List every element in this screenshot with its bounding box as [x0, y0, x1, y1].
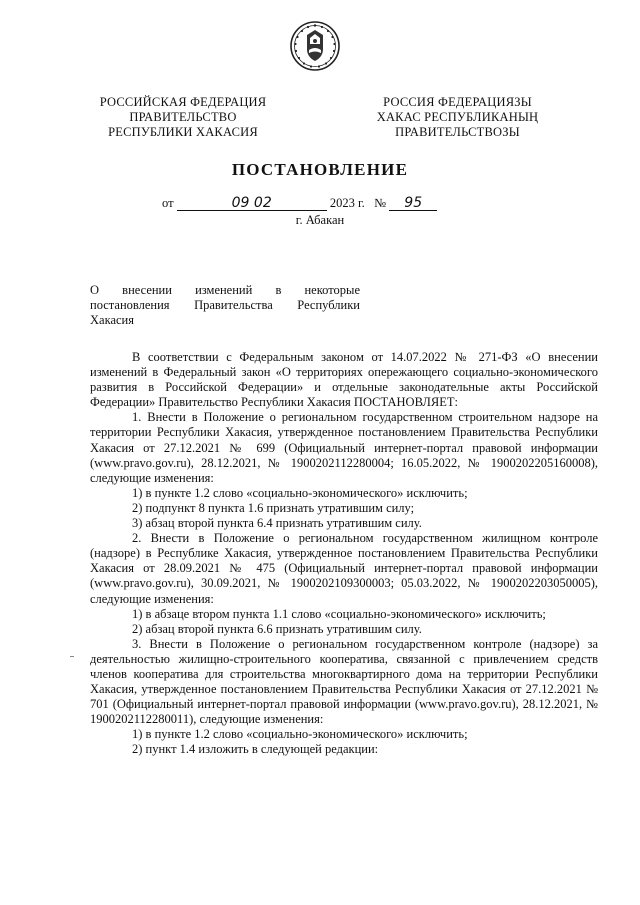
paragraph-item-3: 3. Внести в Положение о региональном государственном контроле (надзоре) за деятельностью жилищно-строительного кооператива, связанной с привлечением средств членов кооператива для строительства многоквартирного дома на территории Республики Хакасия, утвержденное постановлением Правительства Республики Хакасия от 27.12.2021 № 701 (Официальный интернет-портал правовой информации (www.pravo.gov.ru), 28.12.2021, № 1900202112280011), следующие изменения: — [90, 636, 598, 727]
paragraph-item-2: 2. Внести в Положение о региональном государственном жилищном контроле (надзоре) в Республике Хакасия, утвержденное постановлением Правительства Республики Хакасия от 28.09.2021 № 475 (Официальный интернет-портал правовой информации (www.pravo.gov.ru), 30.09.2021, № 1900202109300003; 05.03.2022, № 1900202203050005), следующие изменения: — [90, 531, 598, 606]
header-left-line: ПРАВИТЕЛЬСТВО — [129, 110, 237, 124]
list-item: 1) в абзаце втором пункта 1.1 слово «социально-экономического» исключить; — [132, 606, 546, 621]
header-right-line: ХАКАС РЕСПУБЛИКАНЫҢ — [376, 110, 539, 124]
coat-of-arms-emblem — [289, 20, 341, 72]
list-item: 2) абзац второй пункта 6.6 признать утратившим силу. — [132, 621, 422, 636]
list-item: 2) подпункт 8 пункта 1.6 признать утратившим силу; — [132, 500, 415, 515]
list-item: 3) абзац второй пункта 6.4 признать утратившим силу. — [132, 516, 422, 531]
list-item: 1) в пункте 1.2 слово «социально-экономического» исключить; — [132, 485, 468, 500]
paragraph-item-1: 1. Внести в Положение о региональном государственном строительном надзоре на территории Республики Хакасия, утвержденное постановлением Правительства Республики Хакасия от 27.12.2021 № 699 (Официальный интернет-портал правовой информации (www.pravo.gov.ru), 28.12.2021, № 1900202112280004; 16.05.2022, № 1900202205160008), следующие изменения: — [90, 410, 598, 485]
margin-mark — [70, 656, 74, 657]
year-label: 2023 г. — [329, 196, 365, 210]
date-number-line — [162, 196, 437, 211]
paragraph-preamble: В соответствии с Федеральным законом от 14.07.2022 № 271-ФЗ «О внесении изменений в Федеральный закон «О территориях опережающего социально-экономического развития в Российской Федерации» и отдельные законодательные акты Российской Федерации» Правительство Республики Хакасия ПОСТАНОВЛЯЕТ: — [90, 350, 598, 410]
handwritten-date: 09 02 — [177, 196, 327, 211]
document-body — [90, 350, 598, 758]
header-left-line: РЕСПУБЛИКИ ХАКАСИЯ — [108, 125, 258, 139]
header-right-line: ПРАВИТЕЛЬСТВОЗЫ — [395, 125, 520, 139]
header-left-line: РОССИЙСКАЯ ФЕДЕРАЦИЯ — [99, 95, 267, 109]
number-label: № — [374, 196, 387, 210]
handwritten-number: 95 — [389, 196, 437, 211]
document-title: ПОСТАНОВЛЕНИЕ — [231, 160, 409, 179]
date-prefix: от — [162, 196, 174, 210]
header-right-block — [345, 95, 570, 140]
header-left-block — [78, 95, 288, 140]
header-right-line: РОССИЯ ФЕДЕРАЦИЯЗЫ — [383, 95, 532, 109]
list-item: 1) в пункте 1.2 слово «социально-экономического» исключить; — [132, 727, 468, 742]
city-label: г. Абакан — [295, 213, 345, 227]
list-item: 2) пункт 1.4 изложить в следующей редакции: — [132, 742, 379, 757]
document-subject: О внесении изменений в некоторые постановления Правительства Республики Хакасия — [90, 283, 360, 327]
